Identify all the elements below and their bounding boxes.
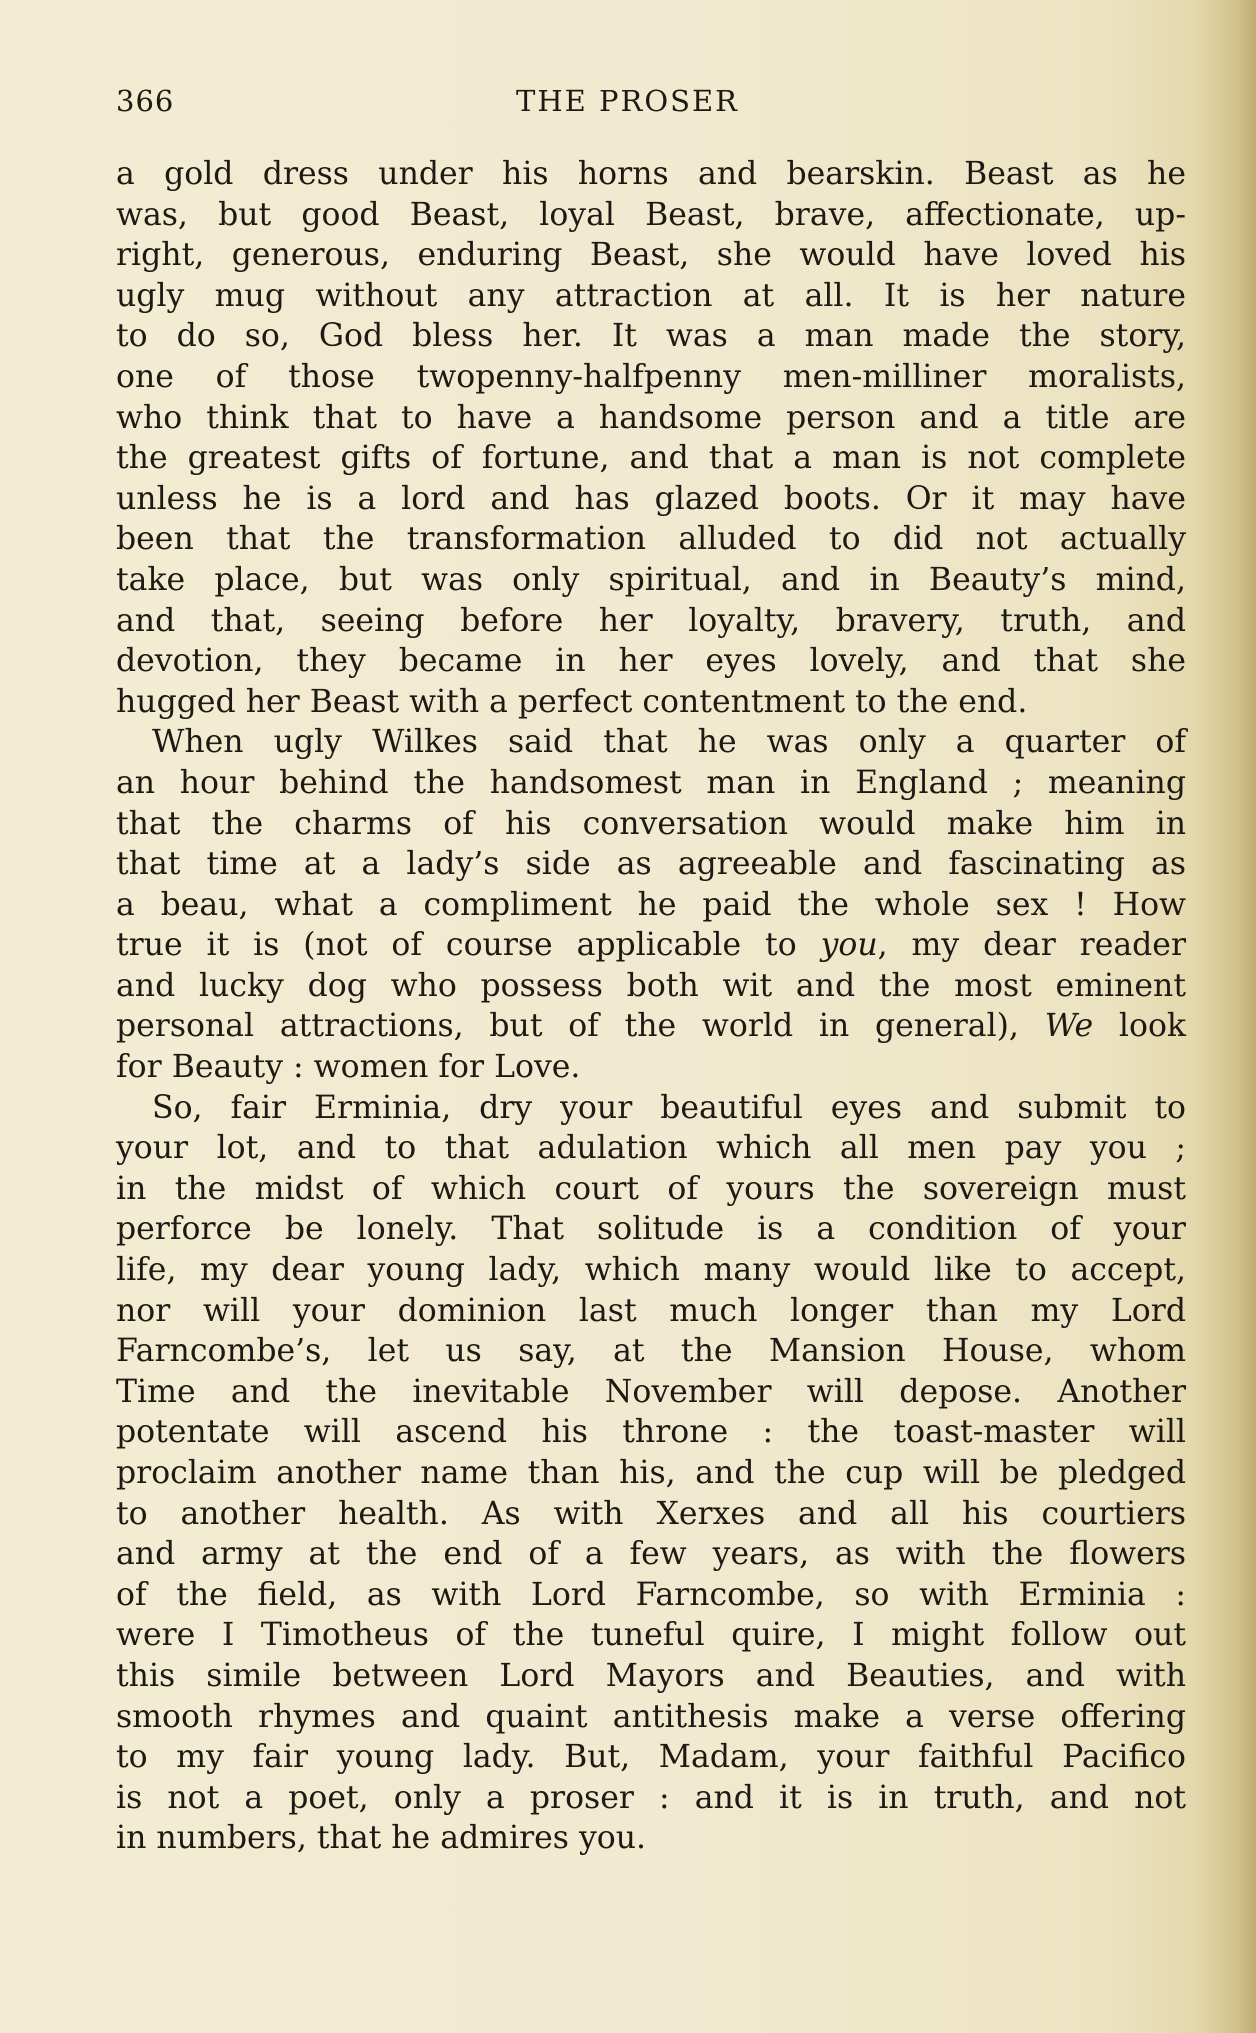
text-line: nor will your dominion last much longer than my Lord (116, 1292, 1186, 1329)
text-line: your lot, and to that adulation which all men pay you ; (116, 1130, 1186, 1167)
text-line: take place, but was only spiritual, and in Beauty’s mind, (116, 561, 1186, 598)
text-line: When ugly Wilkes said that he was only a quarter of (152, 724, 1186, 761)
text-line: in the midst of which court of yours the sovereign must (116, 1170, 1186, 1207)
text-fragment: personal attractions, but of the world in general), (116, 1008, 1019, 1045)
page-edge-shadow (1196, 0, 1256, 2033)
text-line: been that the transformation alluded to did not actually (116, 521, 1186, 558)
text-line: ugly mug without any attraction at all. It is her nature (116, 277, 1186, 314)
text-line: perforce be lonely. That solitude is a condition of your (116, 1211, 1186, 1248)
text-line: Time and the inevitable November will depose. Another (116, 1373, 1186, 1410)
text-line: So, fair Erminia, dry your beautiful eyes and submit to (152, 1089, 1186, 1126)
text-line: potentate will ascend his throne : the toast-master will (116, 1414, 1186, 1451)
text-line: hugged her Beast with a perfect contentment to the end. (116, 683, 1028, 720)
text-line: smooth rhymes and quaint antithesis make a verse offering (116, 1698, 1186, 1735)
text-line-mixed (116, 1006, 1186, 1047)
text-line: an hour behind the handsomest man in England ; meaning (116, 764, 1186, 801)
body-text (116, 154, 1186, 1859)
text-line: one of those twopenny-halfpenny men-milliner moralists, (116, 358, 1186, 395)
text-line: unless he is a lord and has glazed boots. Or it may have (116, 480, 1186, 517)
text-line: for Beauty : women for Love. (116, 1049, 581, 1086)
page-number: 366 (116, 84, 175, 118)
text-line: right, generous, enduring Beast, she would have loved his (116, 237, 1186, 274)
text-line: a gold dress under his horns and bearskin. Beast as he (116, 156, 1186, 192)
text-line: a beau, what a compliment he paid the whole sex ! How (116, 886, 1186, 923)
running-title: THE PROSER (516, 84, 740, 118)
text-line: and that, seeing before her loyalty, bravery, truth, and (116, 602, 1186, 639)
text-line-mixed (116, 925, 1186, 966)
text-line: that time at a lady’s side as agreeable and fascinating as (116, 846, 1186, 883)
text-line: devotion, they became in her eyes lovely, and that she (116, 643, 1186, 680)
text-line: to another health. As with Xerxes and all his courtiers (116, 1495, 1186, 1532)
text-line: proclaim another name than his, and the cup will be pledged (116, 1455, 1186, 1491)
text-fragment: look (1093, 1008, 1186, 1045)
italic-word: you (820, 927, 878, 964)
italic-word: We (1044, 1008, 1094, 1045)
text-line: life, my dear young lady, which many would like to accept, (116, 1252, 1186, 1289)
text-line: and army at the end of a few years, as with the flowers (116, 1536, 1186, 1573)
text-fragment: true it is (not of course applicable to (116, 927, 797, 964)
text-line: and lucky dog who possess both wit and the most eminent (116, 967, 1186, 1004)
text-line: is not a poet, only a proser : and it is in truth, and not (116, 1779, 1186, 1816)
text-fragment: , my dear reader (877, 927, 1186, 964)
page-header (116, 84, 1196, 124)
text-line: Farncombe’s, let us say, at the Mansion House, whom (116, 1333, 1186, 1370)
text-line: were I Timotheus of the tuneful quire, I might follow out (116, 1617, 1186, 1654)
text-line: was, but good Beast, loyal Beast, brave, affectionate, up- (116, 196, 1186, 233)
text-line: the greatest gifts of fortune, and that a man is not complete (116, 440, 1186, 477)
text-line: of the field, as with Lord Farncombe, so with Erminia : (116, 1576, 1186, 1613)
text-line: who think that to have a handsome person and a title are (116, 399, 1186, 436)
text-line: to my fair young lady. But, Madam, your faithful Pacifico (116, 1739, 1186, 1776)
text-line: this simile between Lord Mayors and Beauties, and with (116, 1657, 1186, 1694)
text-line: to do so, God bless her. It was a man made the story, (116, 318, 1186, 355)
text-line: that the charms of his conversation would make him in (116, 805, 1186, 842)
text-line: in numbers, that he admires you. (116, 1820, 647, 1857)
